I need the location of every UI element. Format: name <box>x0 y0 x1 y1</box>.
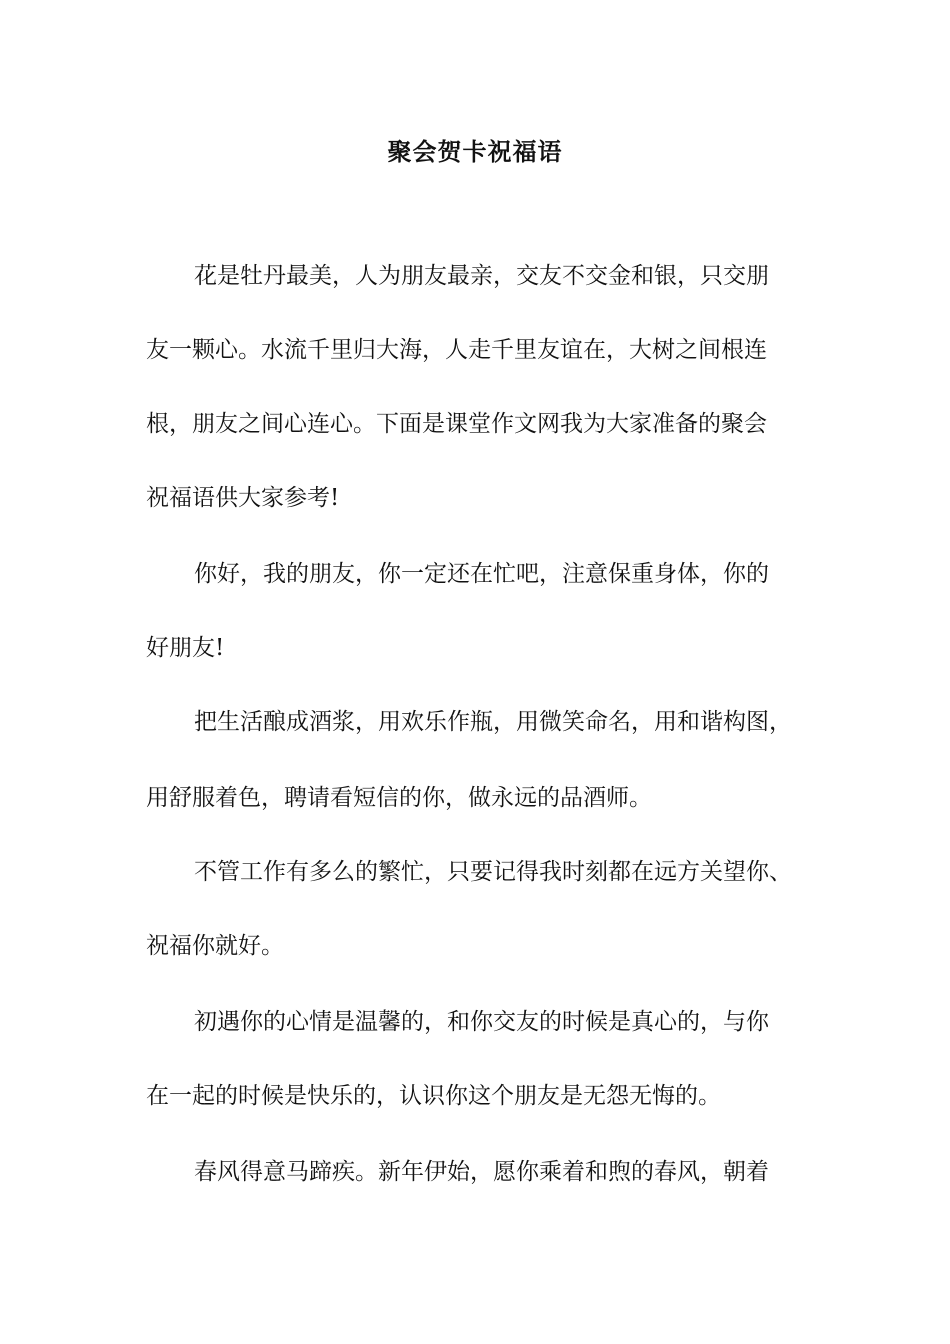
paragraph-line: 花是牡丹最美，人为朋友最亲，交友不交金和银，只交朋 <box>194 263 769 289</box>
paragraph-line: 你好，我的朋友，你一定还在忙吧，注意保重身体，你的 <box>194 561 769 587</box>
paragraph-line: 好朋友! <box>146 635 225 661</box>
paragraph-line: 用舒服着色，聘请看短信的你，做永远的品酒师。 <box>146 785 652 811</box>
document-title: 聚会贺卡祝福语 <box>387 137 563 166</box>
paragraph-line: 初遇你的心情是温馨的，和你交友的时候是真心的，与你 <box>194 1009 769 1035</box>
paragraph-line: 把生活酿成酒浆，用欢乐作瓶，用微笑命名，用和谐构图， <box>194 709 792 735</box>
paragraph-line: 根，朋友之间心连心。下面是课堂作文网我为大家准备的聚会 <box>146 411 767 437</box>
paragraph-line: 祝福语供大家参考! <box>146 485 340 511</box>
paragraph-line: 友一颗心。水流千里归大海，人走千里友谊在，大树之间根连 <box>146 337 767 363</box>
paragraph-line: 祝福你就好。 <box>146 933 284 959</box>
paragraph-line: 不管工作有多么的繁忙，只要记得我时刻都在远方关望你、 <box>194 859 792 885</box>
paragraph-line: 在一起的时候是快乐的，认识你这个朋友是无怨无悔的。 <box>146 1083 721 1109</box>
paragraph-line: 春风得意马蹄疾。新年伊始，愿你乘着和煦的春风，朝着 <box>194 1159 769 1185</box>
